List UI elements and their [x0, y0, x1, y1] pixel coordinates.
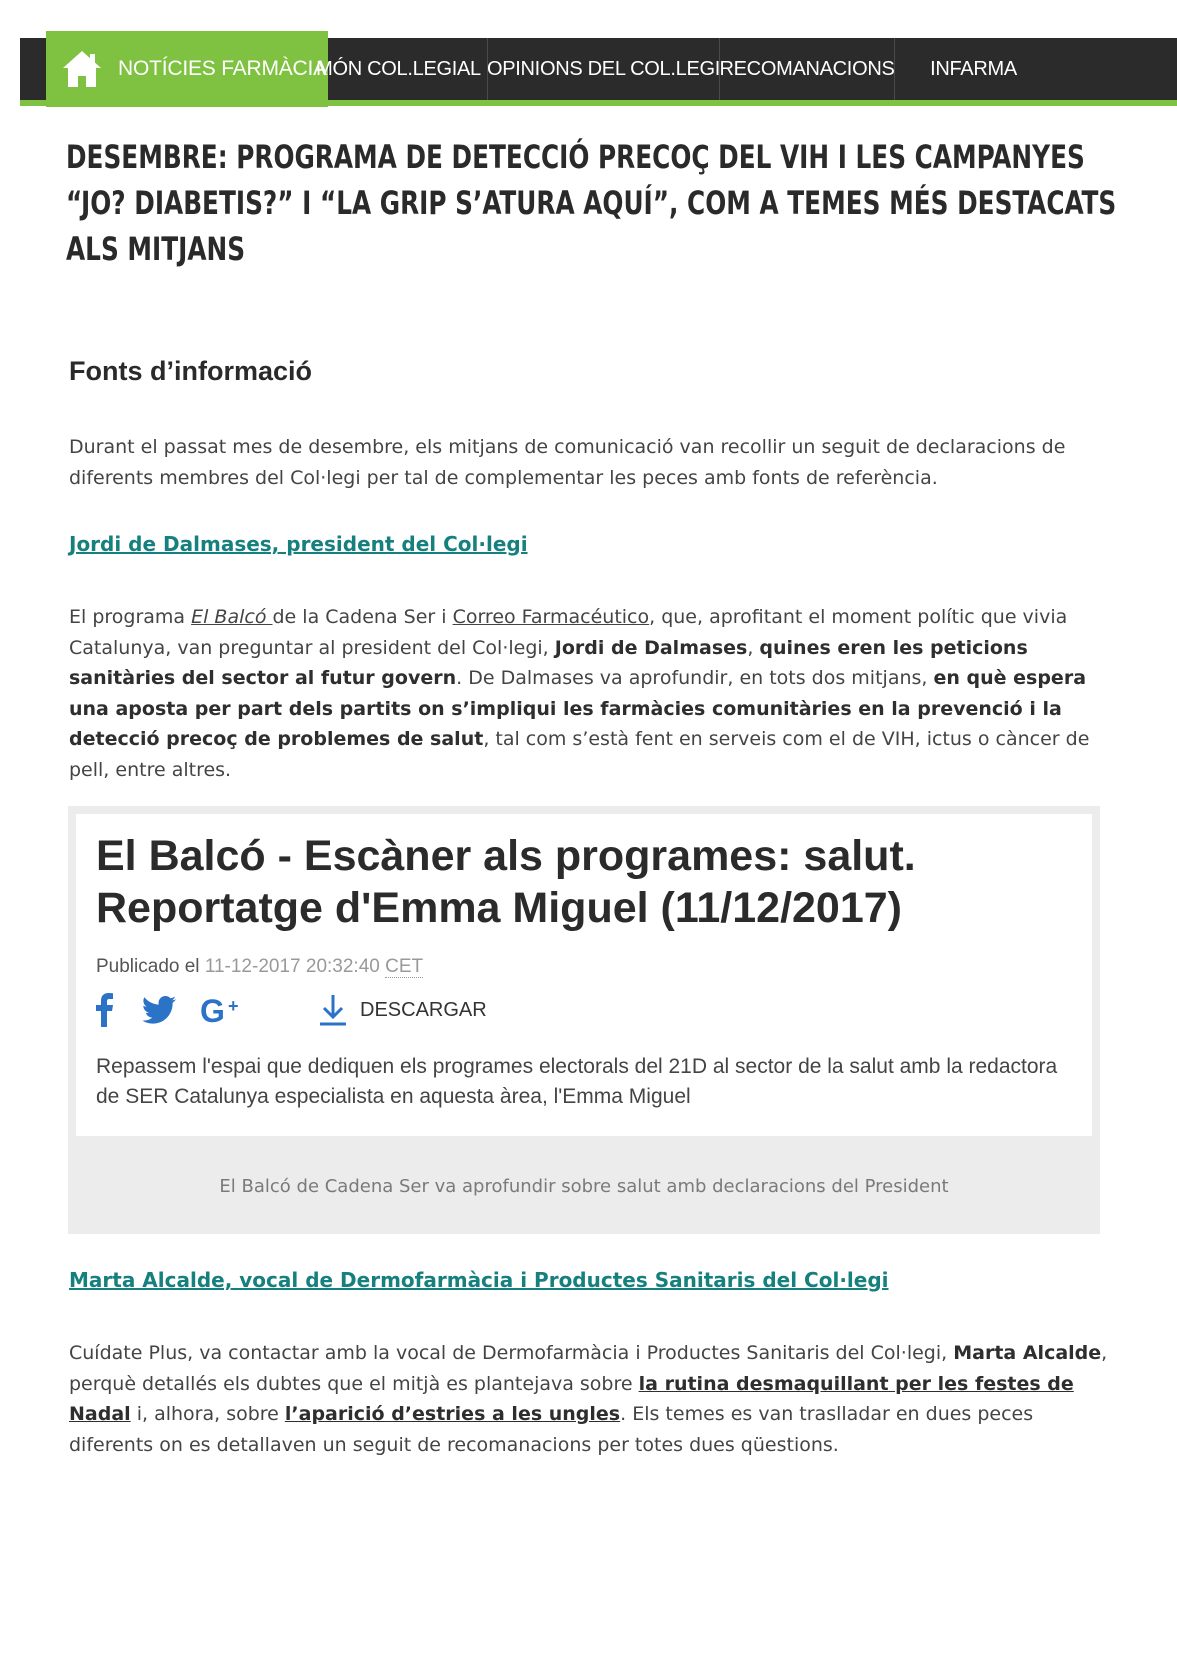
paragraph-marta: Cuídate Plus, va contactar amb la vocal de Dermofarmàcia i Productes Sanitaris del Col·legi, Marta Alcalde, perquè detallés els dubtes que el mitjà es plantejava sobre la rutina desmaquillant per les festes de Nadal i, alhora, sobre l’aparició d’estries a les ungles. Els temes es van traslladar en dues peces diferents on es detallaven un seguit de recomanacions per totes dues qüestions. [69, 1342, 1108, 1456]
paragraph-jordi: El programa El Balcó de la Cadena Ser i Correo Farmacéutico, que, aprofitant el moment polític que vivia Catalunya, van preguntar al president del Col·legi, Jordi de Dalmases, quines eren les peticions sanitàries del sector al futur govern. De Dalmases va aprofundir, en tots dos mitjans, en què espera una aposta per part dels partits on s’impliqui les farmàcies comunitàries en la prevenció i la detecció precoç de problemes de salut, tal com s’està fent en serveis com el de VIH, ictus o càncer de pell, entre altres. [69, 606, 1090, 781]
embed-description: Repassem l'espai que dediquen els programes electorals del 21D al sector de la salut amb la redactora de SER Catalunya especialista en aquesta àrea, l'Emma Miguel [96, 1055, 1058, 1108]
article-title: DESEMBRE: PROGRAMA DE DETECCIÓ PRECOÇ DEL VIH I LES CAMPANYES “JO? DIABETIS?” I “LA GRIP S’ATURA AQUÍ”, COM A TEMES MÉS DESTACATS ALS MITJANS [66, 138, 1117, 268]
link-correo-farmaceutico[interactable]: Correo Farmacéutico [452, 606, 650, 628]
twitter-share-button[interactable] [142, 990, 178, 1030]
download-label: DESCARGAR [360, 998, 487, 1021]
facebook-share-button[interactable] [94, 990, 118, 1030]
link-marta-alcalde[interactable]: Marta Alcalde, vocal de Dermofarmàcia i Productes Sanitaris del Col·legi [69, 1268, 889, 1292]
nav-home-label: NOTÍCIES FARMÀCIA [118, 57, 327, 80]
section-heading: Fonts d’informació [69, 356, 312, 386]
download-icon [318, 993, 348, 1027]
embedded-radio-clip [68, 806, 1100, 1234]
nav-item-opinions[interactable]: OPINIONS DEL COL.LEGI [488, 38, 720, 100]
intro-paragraph: Durant el passat mes de desembre, els mitjans de comunicació van recollir un seguit de declaracions de diferents membres del Col·legi per tal de complementar les peces amb fonts de referència. [69, 436, 1066, 489]
nav-item-noticies-farmacia[interactable] [46, 31, 328, 107]
link-rutina-desmaquillant[interactable]: la rutina desmaquillant per les festes de Nadal [69, 1372, 1074, 1425]
embed-published [96, 956, 423, 978]
nav-item-mon-collegial[interactable]: MÓN COL.LEGIAL [310, 38, 488, 100]
google-plus-share-button[interactable] [200, 990, 250, 1030]
facebook-icon [94, 993, 114, 1027]
home-icon [60, 47, 104, 91]
link-jordi-de-dalmases[interactable]: Jordi de Dalmases, president del Col·legi [69, 532, 528, 556]
embed-caption: El Balcó de Cadena Ser va aprofundir sobre salut amb declaracions del President [219, 1176, 949, 1197]
embed-title[interactable]: El Balcó - Escàner als programes: salut. Reportatge d'Emma Miguel (11/12/2017) [96, 832, 916, 932]
link-el-balco[interactable]: El Balcó [191, 606, 273, 628]
embed-card [76, 814, 1092, 1136]
nav-item-recomanacions[interactable]: RECOMANACIONS [720, 38, 895, 100]
twitter-icon [142, 996, 176, 1024]
download-button[interactable] [318, 990, 487, 1030]
published-timezone: CET [385, 956, 424, 977]
svg-text:+: + [228, 996, 239, 1016]
google-plus-icon [200, 994, 250, 1026]
main-navbar [20, 38, 1177, 106]
link-estries-ungles[interactable]: l’aparició d’estries a les ungles [284, 1403, 621, 1425]
published-date: 11-12-2017 20:32:40 [204, 956, 380, 977]
nav-item-infarma[interactable]: INFARMA [930, 57, 1017, 80]
published-label: Publicado el [96, 956, 200, 977]
svg-text:G: G [200, 994, 225, 1026]
